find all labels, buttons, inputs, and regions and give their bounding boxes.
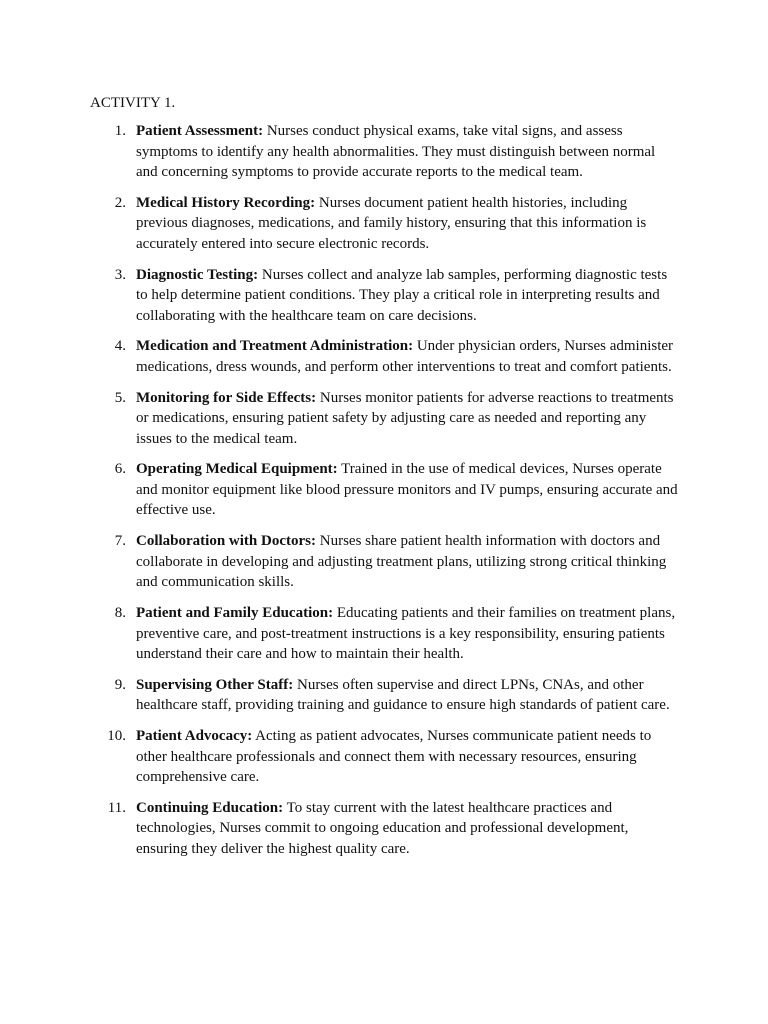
item-number: 10. [107,728,126,745]
list-item [90,798,678,860]
item-number: 11. [107,799,126,816]
item-number: 7. [114,533,126,550]
item-text: Nurses conduct physical exams, take vital signs, and assess symptoms to identify any health abnormalities. They must distinguish between normal and concerning symptoms to provide accurate reports to the medical team. [136,123,656,180]
item-text: Nurses share patient health information with doctors and collaborate in developing and adjusting treatment plans, utilizing strong critical thinking and communication skills. [136,533,667,591]
item-text: To stay current with the latest healthcare practices and technologies, Nurses commit to ongoing education and professional development, ensuring they deliver the highest quality care. [136,799,629,857]
document-heading: ACTIVITY 1. [90,95,176,111]
item-term: Continuing Education: [136,799,284,816]
item-text: Nurses monitor patients for adverse reactions to treatments or medications, ensuring patient safety by adjusting care as needed and reporting any issues to the medical team. [136,389,674,447]
item-term: Patient and Family Education: [136,605,334,622]
item-term: Patient Advocacy: [136,728,253,745]
item-text: Acting as patient advocates, Nurses communicate patient needs to other healthcare professionals and connect them with necessary resources, ensuring comprehensive care. [136,728,652,786]
list-item [90,726,678,788]
list-item [90,193,678,255]
item-term: Operating Medical Equipment: [136,461,338,478]
item-number: 3. [114,266,126,283]
activity-list [90,121,678,859]
item-term: Diagnostic Testing: [136,266,259,283]
item-term: Supervising Other Staff: [136,676,294,693]
list-item [90,265,678,327]
item-term: Medication and Treatment Administration: [136,338,414,355]
item-text: Nurses document patient health histories, including previous diagnoses, medications, and family history, ensuring that this information is accurately entered into secure electronic records. [136,194,647,252]
list-item [90,531,678,593]
list-item [90,603,678,665]
item-number: 5. [114,389,126,406]
list-item [90,675,678,716]
list-item [90,121,678,183]
list-item [90,459,678,521]
item-term: Collaboration with Doctors: [136,533,316,550]
list-item [90,336,678,377]
item-number: 4. [114,338,126,355]
item-number: 6. [114,461,126,478]
list-item [90,388,678,450]
item-text: Trained in the use of medical devices, Nurses operate and monitor equipment like blood pressure monitors and IV pumps, ensuring accurate and effective use. [136,461,678,519]
item-number: 1. [114,123,126,139]
item-term: Patient Assessment: [136,123,264,139]
item-text: Educating patients and their families on treatment plans, preventive care, and post-treatment instructions is a key responsibility, ensuring patients understand their care and how to maintain their health. [136,605,676,663]
item-text: Under physician orders, Nurses administer medications, dress wounds, and perform other interventions to treat and comfort patients. [136,338,674,375]
item-number: 8. [114,605,126,622]
item-term: Monitoring for Side Effects: [136,389,317,406]
item-text: Nurses collect and analyze lab samples, performing diagnostic tests to help determine patient conditions. They play a critical role in interpreting results and collaborating with the healthcare team on care decisions. [136,266,668,324]
item-text: Nurses often supervise and direct LPNs, CNAs, and other healthcare staff, providing training and guidance to ensure high standards of patient care. [136,676,670,714]
item-term: Medical History Recording: [136,194,316,211]
item-number: 2. [114,194,126,211]
item-number: 9. [114,676,126,693]
